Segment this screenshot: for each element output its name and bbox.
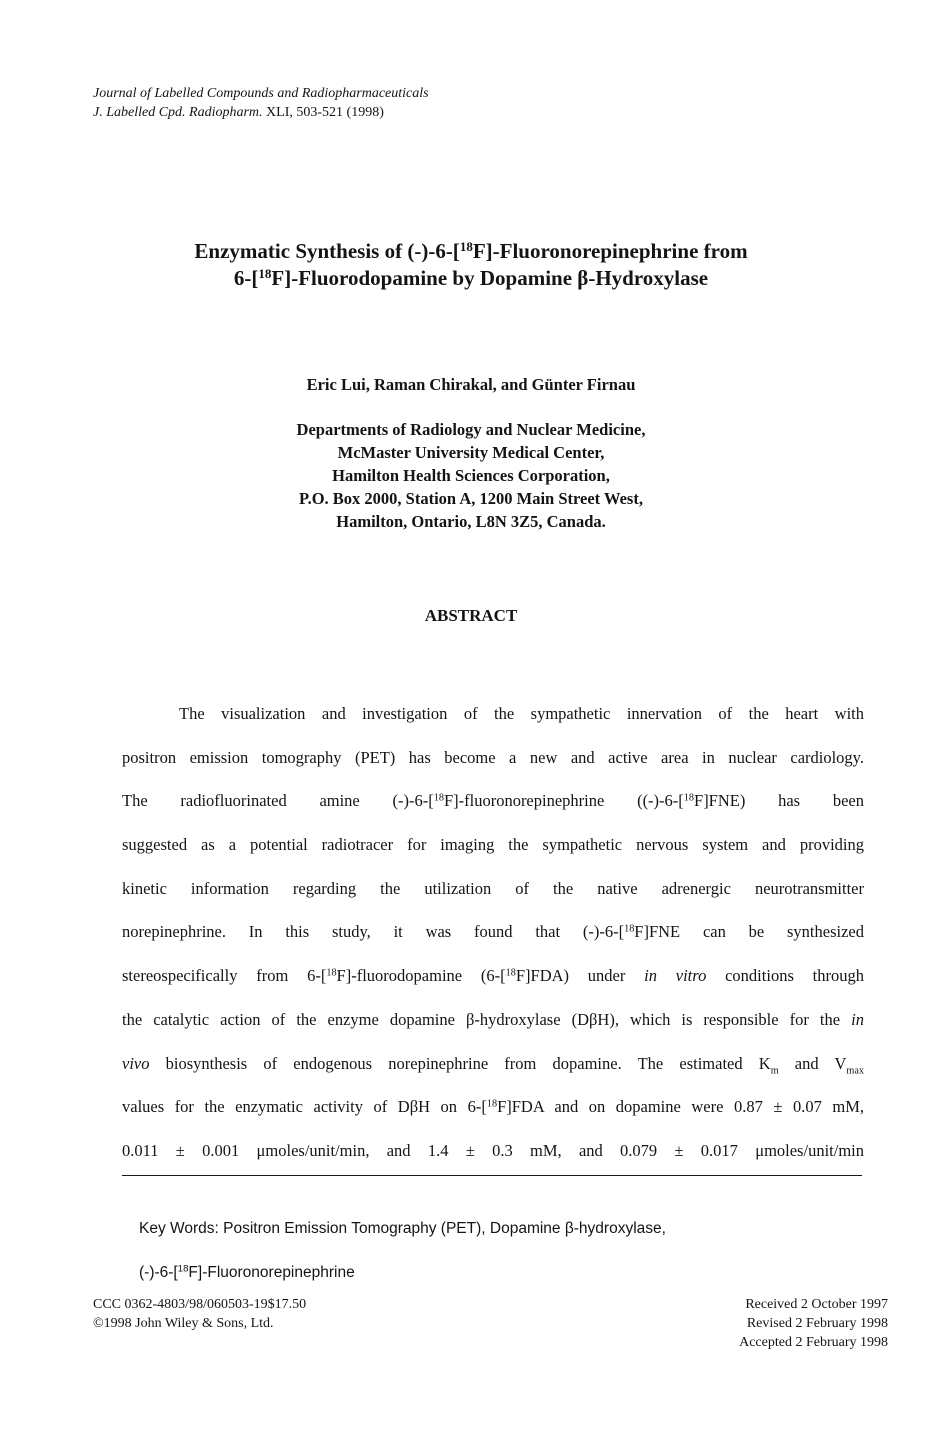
title-line-2: 6-[$^{18}$F]-Fluorodopamine by Dopamine β-Hydroxylase (233, 265, 709, 290)
abstract-line: kinetic information regarding the utilization of the native adrenergic neurotransmitter (122, 878, 864, 898)
keywords-line-1: Key Words: Positron Emission Tomography (PET), Dopamine β-hydroxylase, (139, 1220, 666, 1237)
affiliation-line: Hamilton Health Sciences Corporation, (332, 466, 610, 485)
abstract-line: stereospecifically from 6-[$^{18}$F]-fluorodopamine (6-[$^{18}$F]FDA) under in vitro conditions through (122, 966, 864, 986)
received-date: Received 2 October 1997 (745, 1297, 888, 1312)
affiliation (60, 418, 882, 533)
title-line-1: Enzymatic Synthesis of (-)-6-[$^{18}$F]-Fluoronorepinephrine from (194, 238, 748, 263)
ccc-code: CCC 0362-4803/98/060503-19$17.50 (93, 1297, 307, 1312)
keywords (139, 1207, 666, 1295)
journal-header (93, 84, 429, 122)
journal-name: Journal of Labelled Compounds and Radiopharmaceuticals (93, 86, 429, 101)
citation-volume: XLI, 503-521 (1998) (266, 105, 384, 120)
affiliation-line: Hamilton, Ontario, L8N 3Z5, Canada. (336, 512, 606, 531)
abstract-line: The radiofluorinated amine (-)-6-[$^{18}$F]-fluoronorepinephrine ((-)-6-[$^{18}$F]FNE) has been (122, 791, 864, 811)
footnote-divider (122, 1175, 862, 1176)
abstract-heading: ABSTRACT (424, 606, 518, 625)
abstract-line: norepinephrine. In this study, it was found that (-)-6-[$^{18}$F]FNE can be synthesized (122, 922, 864, 942)
revised-date: Revised 2 February 1998 (746, 1316, 888, 1331)
journal-citation (93, 103, 429, 122)
footer-dates (739, 1295, 888, 1352)
abstract-line: the catalytic action of the enzyme dopamine β-hydroxylase (DβH), which is responsible for the in (122, 1009, 864, 1029)
abstract-line: positron emission tomography (PET) has become a new and active area in nuclear cardiology. (122, 747, 864, 767)
copyright: ©1998 John Wiley & Sons, Ltd. (93, 1316, 274, 1331)
abstract-line: 0.011 ± 0.001 μmoles/unit/min, and 1.4 ± 0.3 mM, and 0.079 ± 0.017 μmoles/unit/min (122, 1140, 864, 1160)
affiliation-line: McMaster University Medical Center, (337, 443, 605, 462)
abstract-line: The visualization and investigation of the sympathetic innervation of the heart with (179, 704, 864, 723)
citation-abbrev: J. Labelled Cpd. Radiopharm. (93, 105, 263, 120)
keywords-line-2: (-)-6-[$^{18}$F]-Fluoronorepinephrine (139, 1263, 355, 1281)
abstract-line: vivo biosynthesis of endogenous norepinephrine from dopamine. The estimated $K_m$ and $V_{max}$ (122, 1053, 864, 1076)
abstract-body (122, 692, 864, 1173)
abstract-line: values for the enzymatic activity of DβH on 6-[$^{18}$F]FDA and on dopamine were 0.87 ± 0.07 mM, (122, 1097, 865, 1117)
abstract-line: suggested as a potential radiotracer for imaging the sympathetic nervous system and providing (122, 835, 864, 855)
affiliation-line: Departments of Radiology and Nuclear Medicine, (296, 420, 646, 439)
author-list: Eric Lui, Raman Chirakal, and Günter Firnau (306, 375, 636, 394)
accepted-date: Accepted 2 February 1998 (739, 1335, 888, 1350)
affiliation-line: P.O. Box 2000, Station A, 1200 Main Street West, (299, 489, 643, 508)
footer-publisher (93, 1295, 306, 1333)
paper-title (60, 238, 882, 292)
